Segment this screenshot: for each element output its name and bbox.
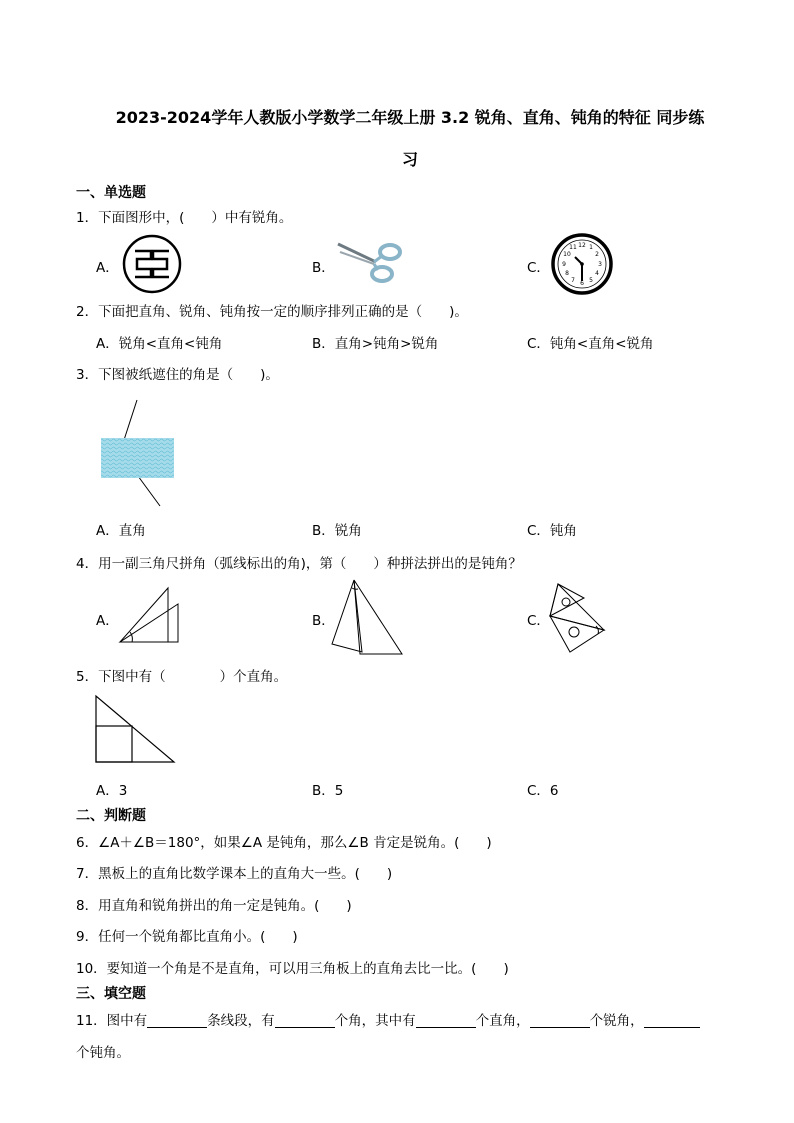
scissors-icon [336, 238, 402, 286]
q1-option-c: C． [527, 260, 550, 276]
section-single-choice: 一、单选题 [76, 185, 146, 201]
clock-number-2: 2 [595, 251, 599, 258]
question-2: 2．下面把直角、锐角、钝角按一定的顺序排列正确的是（ )。 [76, 304, 468, 320]
question-3: 3．下图被纸遮住的角是（ )。 [76, 367, 279, 383]
q11-blank-angles[interactable] [275, 1013, 335, 1028]
question-6: 6．∠A＋∠B＝180°，如果∠A 是钝角，那么∠B 肯定是锐角。( ) [76, 835, 492, 851]
q2-option-c: C．钝角<直角<锐角 [527, 336, 654, 352]
clock-number-10: 10 [563, 251, 571, 258]
question-9: 9．任何一个锐角都比直角小。( ) [76, 929, 298, 945]
set-square-figure-a [118, 586, 182, 644]
q11-text-4: 个直角， [475, 1013, 530, 1029]
clock-number-4: 4 [595, 270, 599, 277]
q5-option-a: A．3 [96, 783, 128, 799]
q2-option-a: A．锐角<直角<钝角 [96, 336, 223, 352]
q2-option-b: B．直角>钝角>锐角 [312, 336, 439, 352]
section-true-false: 二、判断题 [76, 808, 146, 824]
q11-text-2: 条线段，有 [207, 1013, 275, 1029]
set-square-figure-b [330, 578, 406, 656]
q11-text-5: 个锐角， [589, 1013, 644, 1029]
clock-number-12: 12 [578, 242, 586, 249]
question-11 [76, 1009, 700, 1029]
q11-blank-acute-angles[interactable] [530, 1013, 590, 1028]
clock-number-3: 3 [598, 261, 602, 268]
q11-blank-segments[interactable] [147, 1013, 207, 1028]
question-1: 1．下面图形中，( ）中有锐角。 [76, 210, 293, 226]
clock-icon [551, 233, 613, 295]
question-8: 8．用直角和锐角拼出的角一定是钝角。( ) [76, 898, 352, 914]
clock-number-9: 9 [562, 261, 566, 268]
circle-symbol-icon [122, 234, 182, 294]
q11-blank-obtuse-angles[interactable] [644, 1013, 700, 1028]
q1-option-a: A． [96, 260, 119, 276]
q11-blank-right-angles[interactable] [416, 1013, 476, 1028]
q3-option-a: A．直角 [96, 523, 146, 539]
question-10: 10．要知道一个角是不是直角，可以用三角板上的直角去比一比。( ) [76, 961, 509, 977]
question-7: 7．黑板上的直角比数学课本上的直角大一些。( ) [76, 866, 393, 882]
clock-number-7: 7 [571, 277, 575, 284]
q3-option-b: B．锐角 [312, 523, 362, 539]
q1-option-b: B． [312, 260, 335, 276]
document-title-continued: 习 [401, 150, 418, 169]
q5-option-c: C．6 [527, 783, 559, 799]
q5-option-b: B．5 [312, 783, 344, 799]
q11-text-1: 11．图中有 [76, 1013, 148, 1029]
covering-paper [101, 438, 174, 478]
document-title: 2023-2024学年人教版小学数学二年级上册 3.2 锐角、直角、钝角的特征 同步练 [115, 108, 705, 127]
hidden-angle-figure [100, 398, 176, 510]
clock-number-5: 5 [589, 277, 593, 284]
clock-number-6: 6 [580, 280, 584, 287]
question-5: 5．下图中有（ ）个直角。 [76, 669, 288, 685]
q4-option-b: B． [312, 613, 335, 629]
set-square-figure-c [548, 582, 608, 654]
clock-number-11: 11 [569, 244, 577, 251]
section-fill-in: 三、填空题 [76, 986, 146, 1002]
question-11-continued: 个钝角。 [76, 1045, 130, 1061]
q4-option-c: C． [527, 613, 550, 629]
clock-number-1: 1 [589, 244, 593, 251]
clock-number-8: 8 [565, 270, 569, 277]
q11-text-3: 个角，其中有 [334, 1013, 416, 1029]
q4-option-a: A． [96, 613, 119, 629]
q3-option-c: C．钝角 [527, 523, 577, 539]
right-angle-figure [94, 694, 176, 764]
question-4: 4．用一副三角尺拼角（弧线标出的角)，第（ ）种拼法拼出的是钝角？ [76, 556, 522, 572]
